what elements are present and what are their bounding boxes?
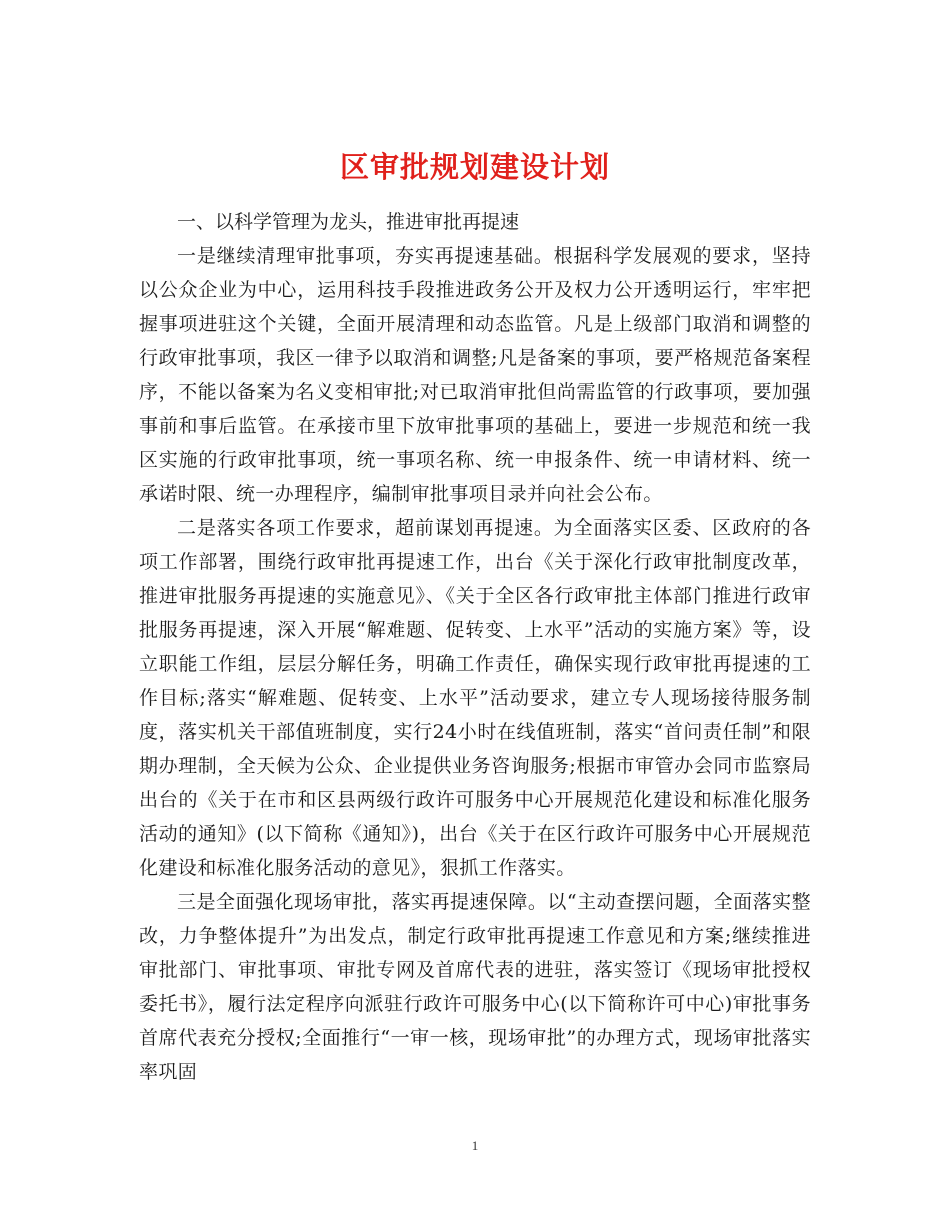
- paragraph-3: 三是全面强化现场审批，落实再提速保障。以“主动查摆问题，全面落实整改，力争整体提升”为出发点，制定行政审批再提速工作意见和方案;继续推进审批部门、审批事项、审批专网及首席代表的进驻，落实签订《现场审批授权委托书》，履行法定程序向派驻行政许可服务中心(以下简称许可中心)审批事务首席代表充分授权;全面推行“一审一核，现场审批”的办理方式，现场审批落实率巩固: [139, 891, 811, 1083]
- paragraph-1: 一是继续清理审批事项，夯实再提速基础。根据科学发展观的要求，坚持以公众企业为中心，运用科技手段推进政务公开及权力公开透明运行，牢牢把握事项进驻这个关键，全面开展清理和动态监管。凡是上级部门取消和调整的行政审批事项，我区一律予以取消和调整;凡是备案的事项，要严格规范备案程序，不能以备案为名义变相审批;对已取消审批但尚需监管的行政事项，要加强事前和事后监管。在承接市里下放审批事项的基础上，要进一步规范和统一我区实施的行政审批事项，统一事项名称、统一申报条件、统一申请材料、统一承诺时限、统一办理程序，编制审批事项目录并向社会公布。: [139, 245, 811, 505]
- document-title: 区审批规划建设计划: [339, 150, 610, 185]
- document-body: [139, 205, 811, 1089]
- paragraph-2: 二是落实各项工作要求，超前谋划再提速。为全面落实区委、区政府的各项工作部署，围绕行政审批再提速工作，出台《关于深化行政审批制度改革，推进审批服务再提速的实施意见》、《关于全区各行政审批主体部门推进行政审批服务再提速，深入开展“解难题、促转变、上水平”活动的实施方案》等，设立职能工作组，层层分解任务，明确工作责任，确保实现行政审批再提速的工作目标;落实“解难题、促转变、上水平”活动要求，建立专人现场接待服务制度，落实机关干部值班制度，实行24小时在线值班制，落实“首问责任制”和限期办理制，全天候为公众、企业提供业务咨询服务;根据市审管办会同市监察局出台的《关于在市和区县两级行政许可服务中心开展规范化建设和标准化服务活动的通知》(以下简称《通知》)，出台《关于在区行政许可服务中心开展规范化建设和标准化服务活动的意见》，狠抓工作落实。: [139, 517, 811, 879]
- section-heading: 一、以科学管理为龙头，推进审批再提速: [177, 211, 520, 233]
- page-number: 1: [471, 1138, 479, 1153]
